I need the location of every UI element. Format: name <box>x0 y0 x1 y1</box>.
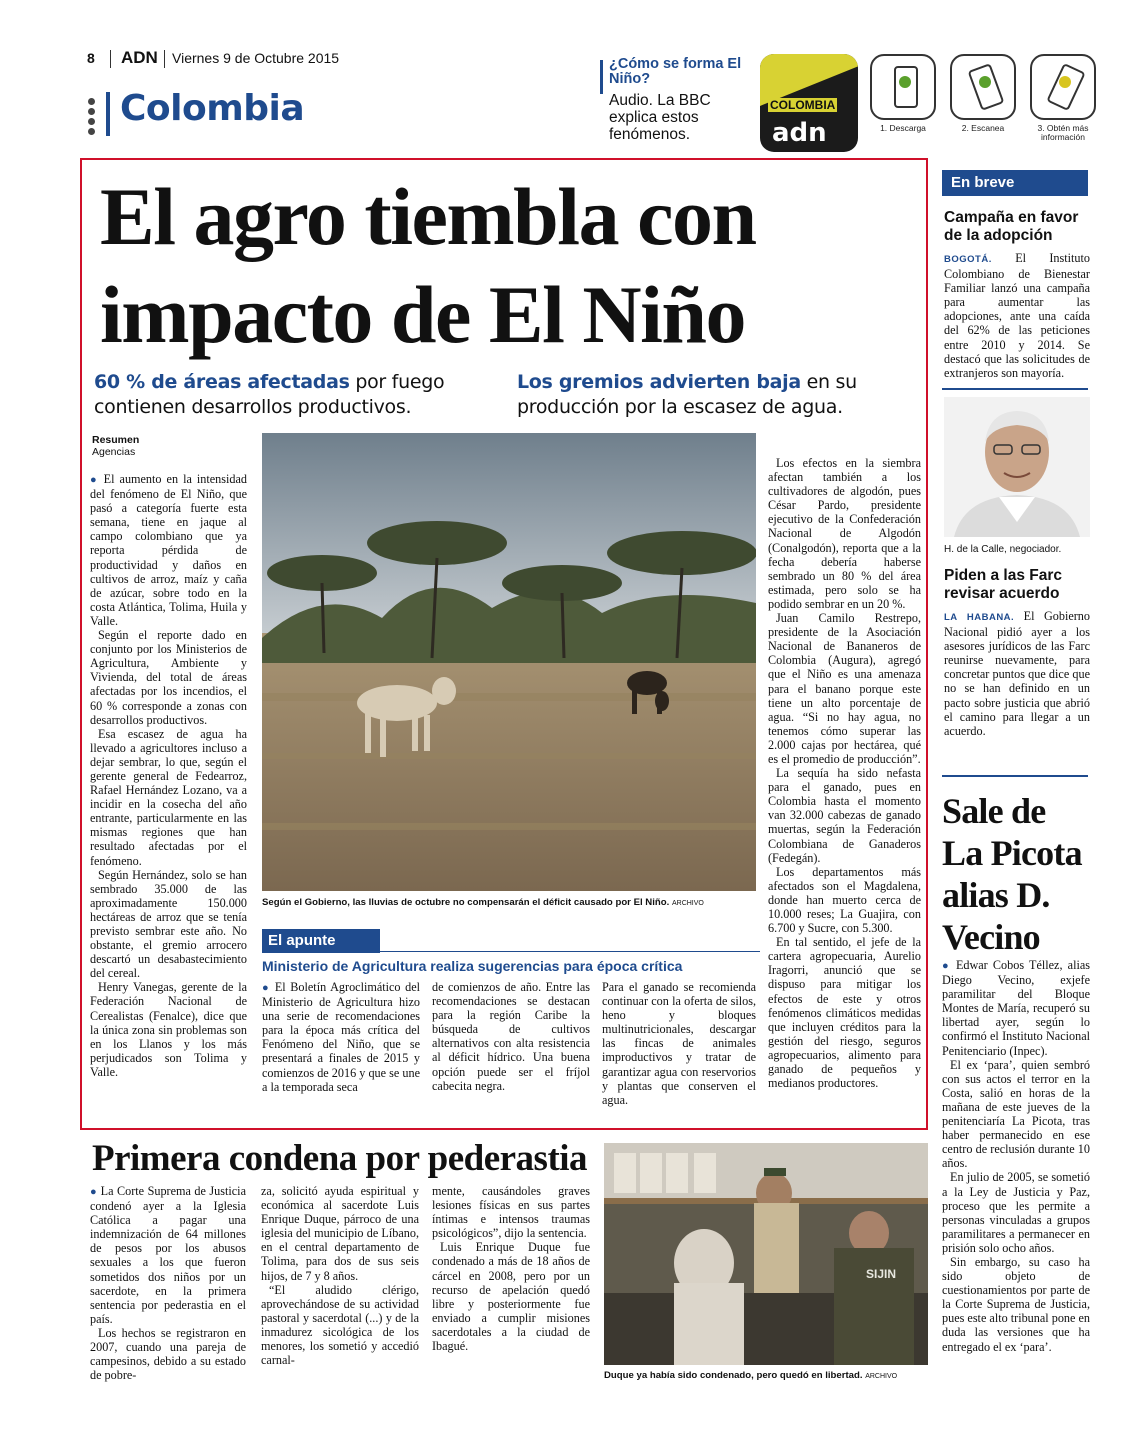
brief-headline-adoption: Campaña en favor de la adopción <box>944 209 1079 244</box>
byline-source: Agencias <box>92 446 136 458</box>
bullet-icon: ● <box>262 982 271 994</box>
bullet-icon: ● <box>90 474 99 486</box>
issue-date: Viernes 9 de Octubre 2015 <box>172 50 340 66</box>
drought-field-photo <box>262 433 756 891</box>
duque-police-photo <box>604 1143 928 1365</box>
app-icon-label: COLOMBIA <box>770 98 836 112</box>
de-la-calle-photo <box>944 397 1090 537</box>
photo-caption: Duque ya había sido condenado, pero quedó en libertad. ARCHIVO <box>604 1370 898 1381</box>
brief-headline-farc: Piden a las Farc revisar acuerdo <box>944 567 1063 602</box>
apunte-column-1: ● El Boletín Agroclimático del Ministerio de Agricultura hizo una serie de recomendaciones para la época más crítica del Fenómeno del Niño, que se presentará a finales de 2015 y comienzos de 2016 y que se une a la temporada seca <box>262 980 421 1094</box>
bullet-icon: ● <box>942 960 951 972</box>
picota-headline: Sale de La Picota alias D. Vecino <box>942 791 1082 957</box>
byline-label: Resumen <box>92 434 140 446</box>
sidebar-divider <box>942 388 1088 390</box>
section-bar <box>106 92 110 136</box>
section-title: Colombia <box>120 88 305 129</box>
header-divider <box>164 50 165 68</box>
breve-rule <box>942 194 1088 196</box>
bottom-column-1: ● La Corte Suprema de Justicia condenó ayer a la Iglesia Católica a pagar una indemnización de 64 millones de pesos por los abusos sexuales a los que fueron sometidos dos niños por un sacerdote, en la primera sentencia por pederastia en el país. Los hechos se registraron en 2007, cuando una pareja de campesinos, debido a su estado de pobre- <box>90 1184 246 1383</box>
brief-body-farc: LA HABANA. El Gobierno Nacional pidió ayer a los asesores jurídicos de las Farc reunirse nuevamente, para concretar puntos que dice que no se han definido en un pacto sobre justicia que abrió el camino para llegar a un acuerdo. <box>944 609 1090 738</box>
brand-logo: ADN <box>121 48 158 67</box>
section-dots <box>88 98 98 138</box>
photo-caption: H. de la Calle, negociador. <box>944 544 1062 555</box>
promo-question: ¿Cómo se forma El Niño? <box>609 56 742 87</box>
breve-label: En breve <box>951 174 1015 191</box>
bottom-headline: Primera condena por pederastia <box>92 1138 588 1179</box>
deck-right: Los gremios advierten baja en su producción por la escasez de agua. <box>517 371 857 418</box>
main-headline: El agro tiembla con impacto de El Niño <box>100 171 756 360</box>
bottom-column-3: mente, causándoles graves lesiones físicas en sus partes íntimas e intensos traumas psicológicos”, dijo la sentencia. Luis Enrique Duque fue condenado a más de 18 años de cárcel en 2008, pero por un recurso de apelación quedó libre y posteriormente fue enviado a cumplir misiones sacerdotales a la ciudad de Ibagué. <box>432 1184 590 1354</box>
brief-body-adoption: BOGOTÁ. El Instituto Colombiano de Bienestar Familiar lanzó una campaña para aumentar las adopciones, ante una caída del 62% de las peticiones entre 2010 y 2014. Se destacó que las solicitudes de extranjeros son mayoría. <box>944 251 1090 380</box>
promo-text: Audio. La BBC explica estos fenómenos. <box>609 92 711 143</box>
step-info-icon <box>1030 54 1096 120</box>
promo-bar <box>600 60 603 94</box>
step-download-icon <box>870 54 936 120</box>
step-label: 2. Escanea <box>961 123 1005 133</box>
photo-caption: Según el Gobierno, las lluvias de octubre no compensarán el déficit causado por El Niño. ARCHIVO <box>262 897 704 908</box>
apunte-column-3: Para el ganado se recomienda continuar con la oferta de silos, heno y bloques multinutricionales, descargar las fincas de animales improductivos y tratar de garantizar agua con reservorios y plantas que conserven el agua. <box>602 980 756 1107</box>
bullet-icon: ● <box>90 1186 98 1198</box>
apunte-headline: Ministerio de Agricultura realiza sugerencias para época crítica <box>262 958 683 974</box>
header-divider <box>110 50 111 68</box>
page-number: 8 <box>87 50 95 66</box>
step-scan-icon <box>950 54 1016 120</box>
apunte-column-2: de comienzos de año. Entre las recomendaciones se destacan para la región Caribe la búsqueda de cultivos alternativos con alta resistencia al déficit hídrico. Una buena opción puede ser el fríjol cabecita negra. <box>432 980 590 1093</box>
apunte-label: El apunte <box>268 932 336 949</box>
app-icon-logo: adn <box>772 118 827 148</box>
vest-label: SIJIN <box>866 1267 897 1281</box>
picota-body: ● Edwar Cobos Téllez, alias Diego Vecino, exjefe paramilitar del Bloque Montes de María, recuperó su libertad ayer, según lo confirmó el Instituto Nacional Penitenciario (Inpec). El ex ‘para’, quien sembró con sus actos el terror en la Costa, salió en horas de la mañana de este jueves de la penitenciaría La Picota, tras haber permanecido en ese centro de reclusión durante 10 años. En julio de 2005, se sometió a la Ley de Justicia y Paz, proceso que les permite a personas vinculadas a grupos paramilitares a permanecer en prisión solo ocho años. Sin embargo, su caso ha sido objeto de cuestionamientos por parte de la Corte Suprema de Justicia, pues este alto tribunal pone en duda las versiones que ha entregado el ex ‘para’. <box>942 958 1090 1354</box>
app-icon[interactable] <box>760 54 858 152</box>
main-column-right: Los efectos en la siembra afectan también a los cultivadores de algodón, pues César Pardo, presidente ejecutivo de la Confederación Nacional de Algodón (Conalgodón), reporta que a la fecha debería haberse sembrado un 80 % del área estimada, pero solo se ha podido sembrar en un 20 %. Juan Camilo Restrepo, presidente de la Asociación Nacional de Bananeros de Colombia (Augura), agregó que el Niño es una amenaza para el banano porque este tiene un alto porcentaje de agua. “Si no hay agua, no tenemos cómo superar las 2.000 cajas por hectárea, qué es el promedio de producción”. La sequía ha sido nefasta para el ganado, pues en Colombia hasta el momento van 32.000 cabezas de ganado muertas, según la Federación Colombiana de Ganaderos (Fedegán). Los departamentos más afectados son el Magdalena, donde han muerto cerca de 10.000 reses; La Guajira, con 6.700 y Sucre, con 5.300. En tal sentido, el jefe de la cartera agropecuaria, Aurelio Iragorri, anunció que se dispuso para mitigar los efectos de este y otros fenómenos climáticos medidas que incluyen créditos para la gestión del riesgo, seguros agropecuarios, alimento para ganado de pequeños y medianos productores. <box>768 456 921 1091</box>
bottom-column-2: za, solicitó ayuda espiritual y económica al sacerdote Luis Enrique Duque, párroco de una iglesia del municipio de Líbano, en el central departamento de Tolima, para dos de sus seis hijos, de 7 y 8 años. “El aludido clérigo, aprovechándose de su actividad pastoral y sacerdotal (...) y de la inmadurez sicológica de los menores, los sometió y accedió carnal- <box>261 1184 419 1368</box>
step-label: 3. Obtén más información <box>1037 123 1089 142</box>
step-label: 1. Descarga <box>880 123 926 133</box>
apunte-rule <box>380 951 760 952</box>
sidebar-divider <box>942 775 1088 777</box>
main-column-1: ● El aumento en la intensidad del fenómeno de El Niño, que pasó a categoría fuerte esta semana, tiene en jaque al campo colombiano que ya reporta pérdida de productividad y daños en cultivos de arroz, maíz y caña de azúcar, sobre todo en la costa Atlántica, Tolima, Huila y Valle. Según el reporte dado en conjunto por los Ministerios de Agricultura, Ambiente y Vivienda, del total de áreas afectadas por los incendios, el 60 % corresponde a zonas con desarrollos productivos. Esa escasez de agua ha llevado a agricultores incluso a dejar sembrar, lo que, según el gerente general de Fedearroz, Rafael Hernández Lozano, va a incidir en la cosecha del año entrante, particularmente en las mismas regiones que han resultado afectadas por el fenómeno. Según Hernández, solo se han sembrado 35.000 de las aproximadamente 150.000 hectáreas de arroz que se tenía previsto sembrar este año. No obstante, el gremio arrocero descartó un desabastecimiento del cereal. Henry Vanegas, gerente de la Federación Nacional de Cerealistas (Fenalce), dice que la única zona sin problemas son en los Llanos y los más perjudicados son Tolima y Valle. <box>90 472 247 1079</box>
deck-left: 60 % de áreas afectadas por fuego contienen desarrollos productivos. <box>94 371 445 418</box>
